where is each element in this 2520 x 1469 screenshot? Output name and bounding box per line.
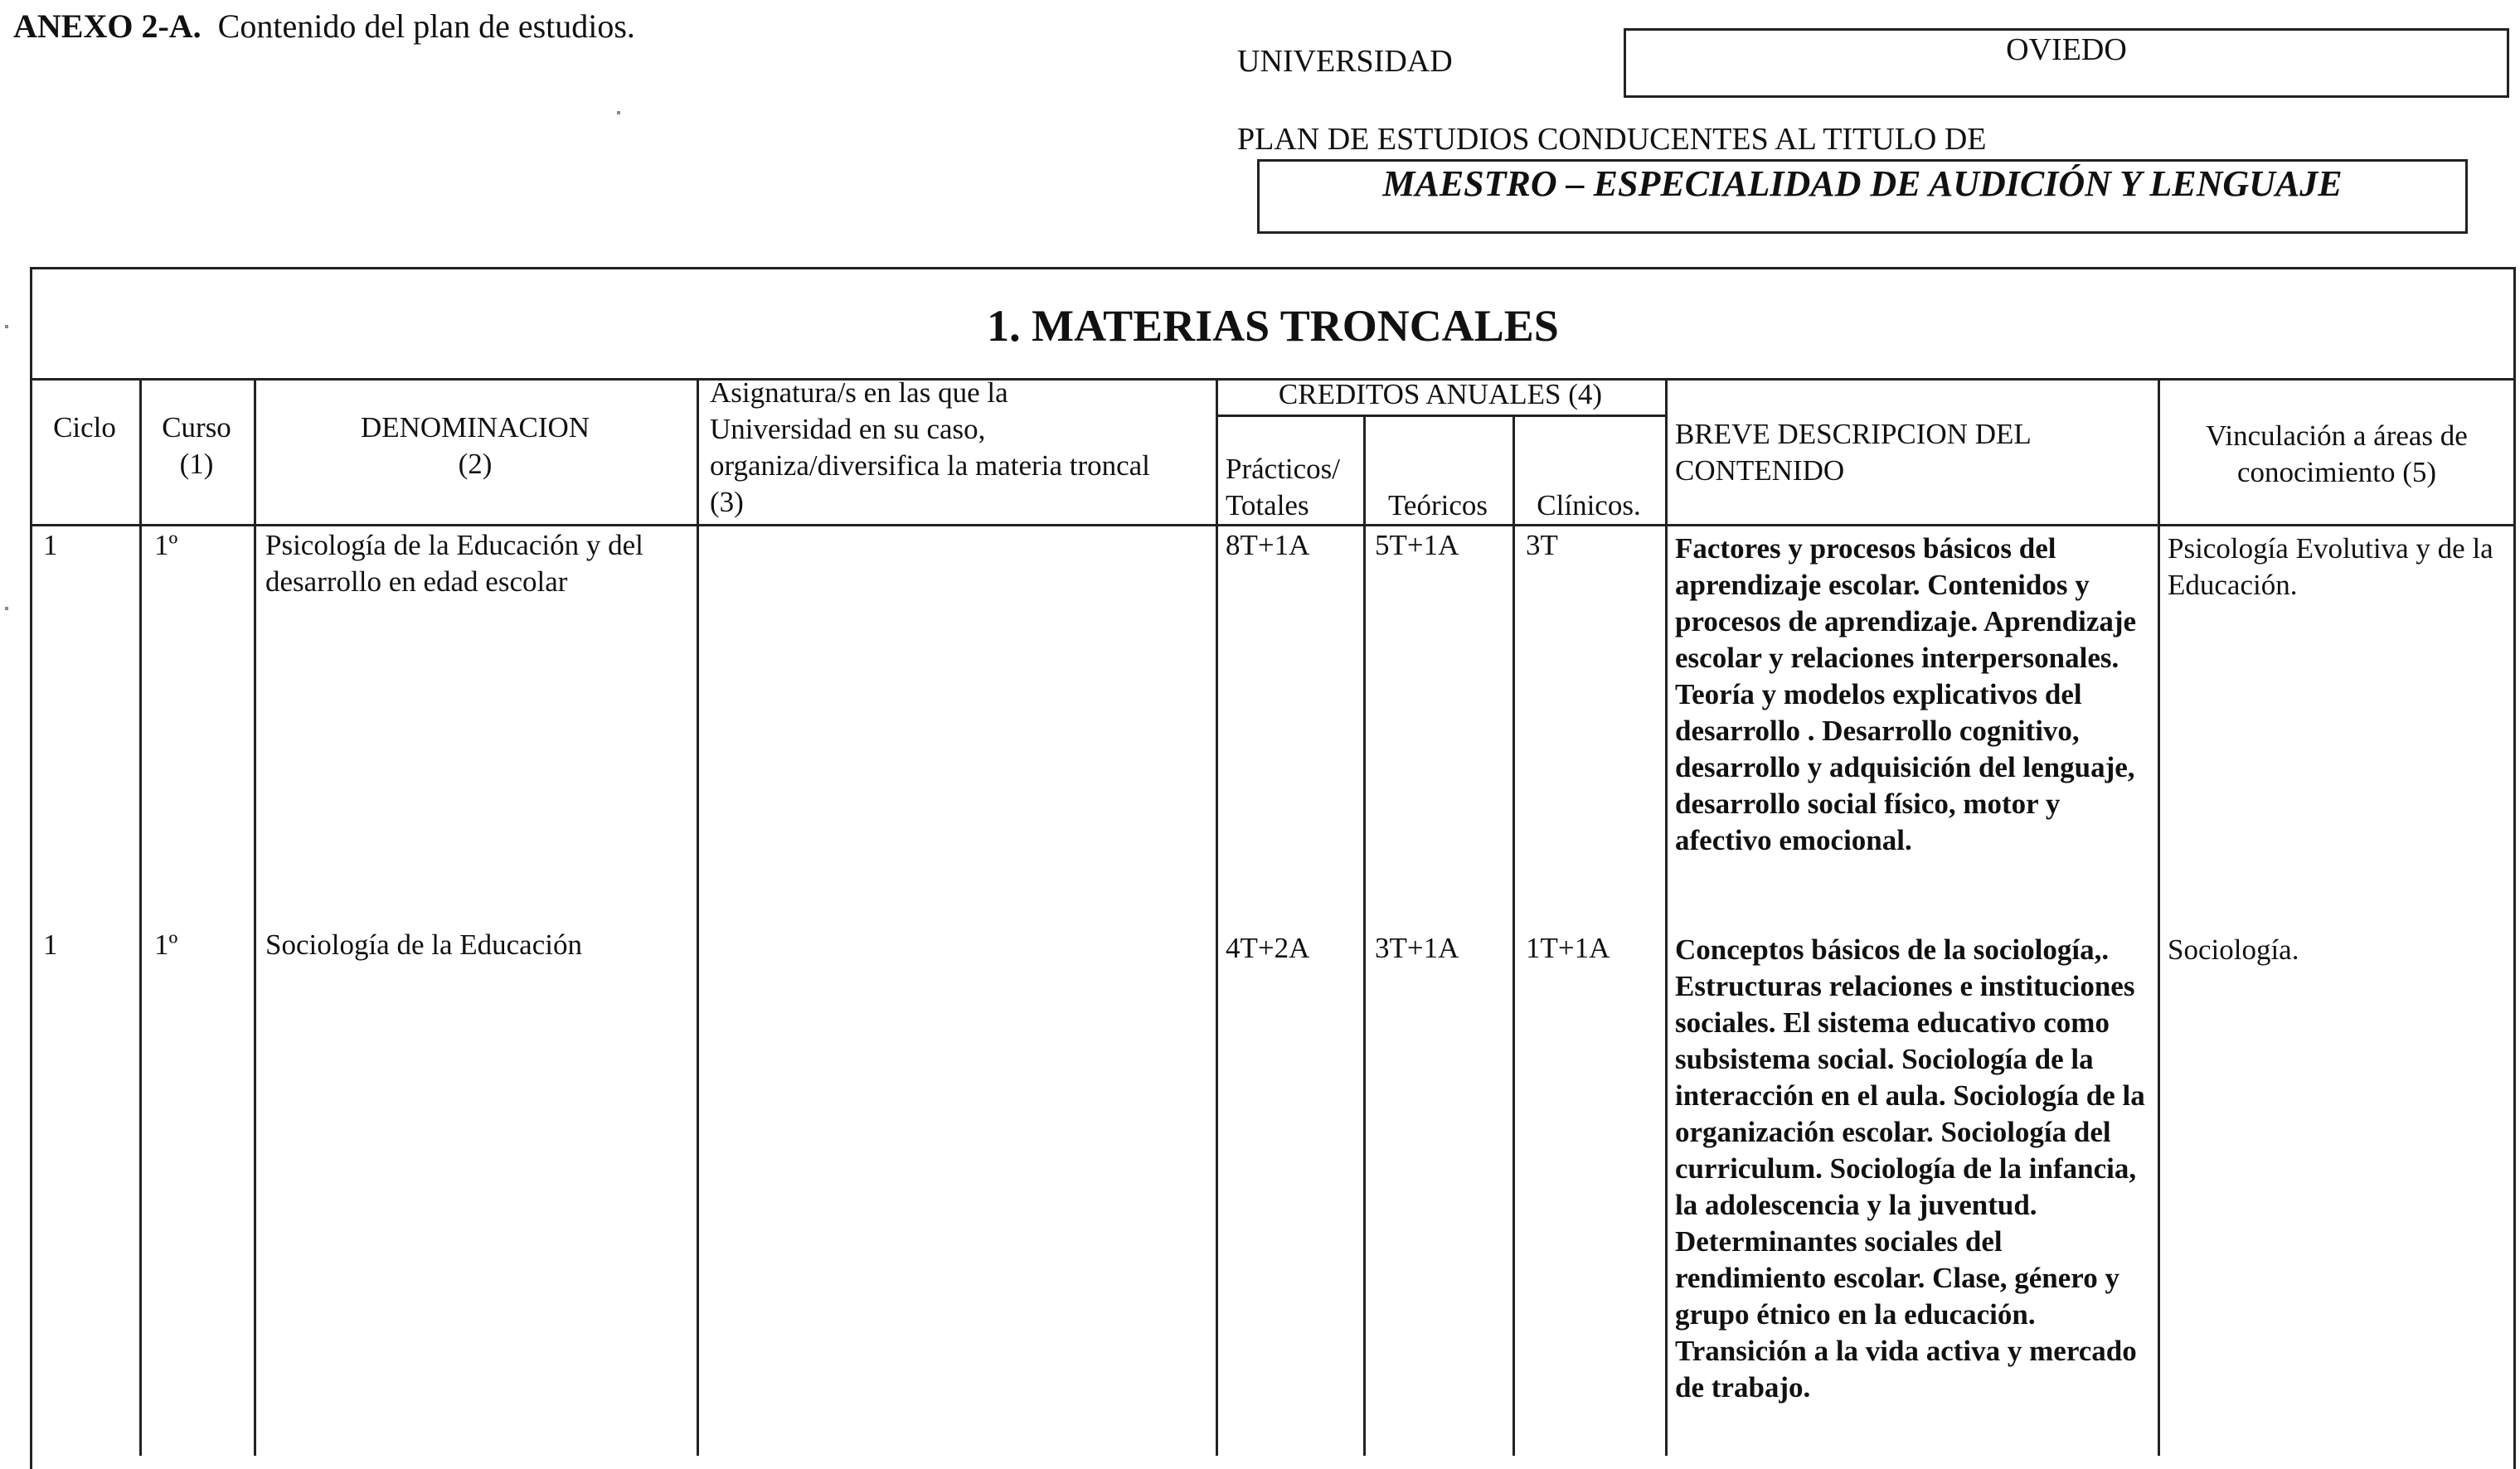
annex-number: ANEXO 2-A.: [13, 7, 202, 45]
row2-vinculacion: Sociología.: [2168, 933, 2299, 966]
scan-speck: [5, 607, 8, 610]
header-practicos-line1: Prácticos/: [1226, 453, 1341, 485]
section-title: 1. MATERIAS TRONCALES: [987, 301, 1559, 351]
row1-vinculacion: Psicología Evolutiva y de la Educación.: [2168, 532, 2493, 601]
row2-teoricos: 3T+1A: [1375, 932, 1459, 964]
col-divider-asignaturas: [1216, 378, 1218, 1456]
header-practicos: [1226, 451, 1363, 524]
scan-speck: [617, 111, 620, 114]
annex-heading: [13, 7, 635, 46]
row2-curso: 1º: [154, 928, 178, 961]
header-curso-label: Curso: [162, 411, 231, 444]
row1-descripcion: Factores y procesos básicos del aprendizaje escolar. Contenidos y procesos de aprendizaje. Aprendizaje escolar y relaciones interpersonales. Teoría y modelos explicativos del desarrollo . Desarrollo cognitivo, desarrollo y adquisición del lenguaje, desarrollo social físico, motor y afectivo emocional.: [1675, 532, 2137, 856]
row1-clinicos: 3T: [1526, 529, 1558, 561]
header-descripcion-line1: BREVE DESCRIPCION DEL: [1675, 418, 2032, 450]
row2-clinicos: 1T+1A: [1526, 932, 1610, 964]
row1-ciclo: 1: [43, 529, 58, 561]
plan-label: PLAN DE ESTUDIOS CONDUCENTES AL TITULO DE: [1237, 122, 1987, 157]
header-denominacion: [254, 410, 697, 482]
row1-practicos: 8T+1A: [1226, 529, 1310, 561]
header-ciclo: Ciclo: [53, 411, 116, 444]
university-value: OVIEDO: [2006, 32, 2127, 67]
header-descripcion-line2: CONTENIDO: [1675, 454, 1845, 487]
row1-teoricos: 5T+1A: [1375, 529, 1459, 561]
header-asignaturas-line2: Universidad en su caso,: [710, 413, 986, 445]
annex-text: Contenido del plan de estudios.: [217, 7, 635, 45]
col-divider-ciclo: [139, 378, 142, 1456]
row2-descripcion: Conceptos básicos de la sociología,. Estructuras relaciones e instituciones sociales. El sistema educativo como subsistema social. Sociología de la interacción en el aula. Sociología de la organización escolar. Sociología del curriculum. Sociología de la infancia, la adolescencia y la juventud. Determinantes sociales del rendimiento escolar. Clase, género y grupo étnico en la educación. Transición a la vida activa y mercado de trabajo.: [1675, 933, 2145, 1404]
row2-ciclo: 1: [43, 928, 58, 961]
header-bottom-rule: [30, 524, 2516, 526]
scan-speck: [5, 325, 8, 328]
col-divider-teoricos: [1512, 415, 1515, 1456]
header-descripcion: [1675, 416, 2158, 489]
header-curso: [139, 410, 254, 482]
university-label: UNIVERSIDAD: [1237, 44, 1453, 79]
header-denominacion-note: (2): [458, 448, 493, 480]
header-asignaturas-line1: Asignatura/s en las que la: [710, 376, 1008, 409]
col-divider-practicos: [1363, 415, 1366, 1456]
col-divider-curso: [254, 378, 256, 1456]
header-curso-note: (1): [179, 448, 214, 480]
header-asignaturas-note: (3): [710, 486, 744, 518]
header-vinculacion: [2158, 418, 2516, 491]
header-vinculacion-line2: conocimiento (5): [2236, 456, 2437, 488]
header-creditos: CREDITOS ANUALES (4): [1278, 378, 1603, 410]
header-practicos-line2: Totales: [1226, 489, 1309, 521]
header-teoricos: Teóricos: [1387, 489, 1488, 521]
degree-title: MAESTRO – ESPECIALIDAD DE AUDICIÓN Y LENGUAJE: [1382, 163, 2343, 204]
header-denominacion-label: DENOMINACION: [360, 411, 590, 444]
row1-curso: 1º: [154, 529, 178, 561]
header-asignaturas: [710, 375, 1216, 521]
col-divider-descripcion: [2158, 378, 2160, 1456]
row2-denominacion: Sociología de la Educación: [265, 928, 582, 961]
header-asignaturas-line3: organiza/diversifica la materia troncal: [710, 449, 1150, 482]
row1-denominacion: Psicología de la Educación y del desarrollo en edad escolar: [265, 529, 643, 598]
row2-practicos: 4T+2A: [1226, 932, 1310, 964]
header-vinculacion-line1: Vinculación a áreas de: [2206, 419, 2468, 452]
credits-subheader-divider: [1216, 415, 1665, 417]
col-divider-denominacion: [697, 378, 699, 1456]
header-clinicos: Clínicos.: [1537, 489, 1641, 521]
col-divider-clinicos: [1665, 378, 1668, 1456]
